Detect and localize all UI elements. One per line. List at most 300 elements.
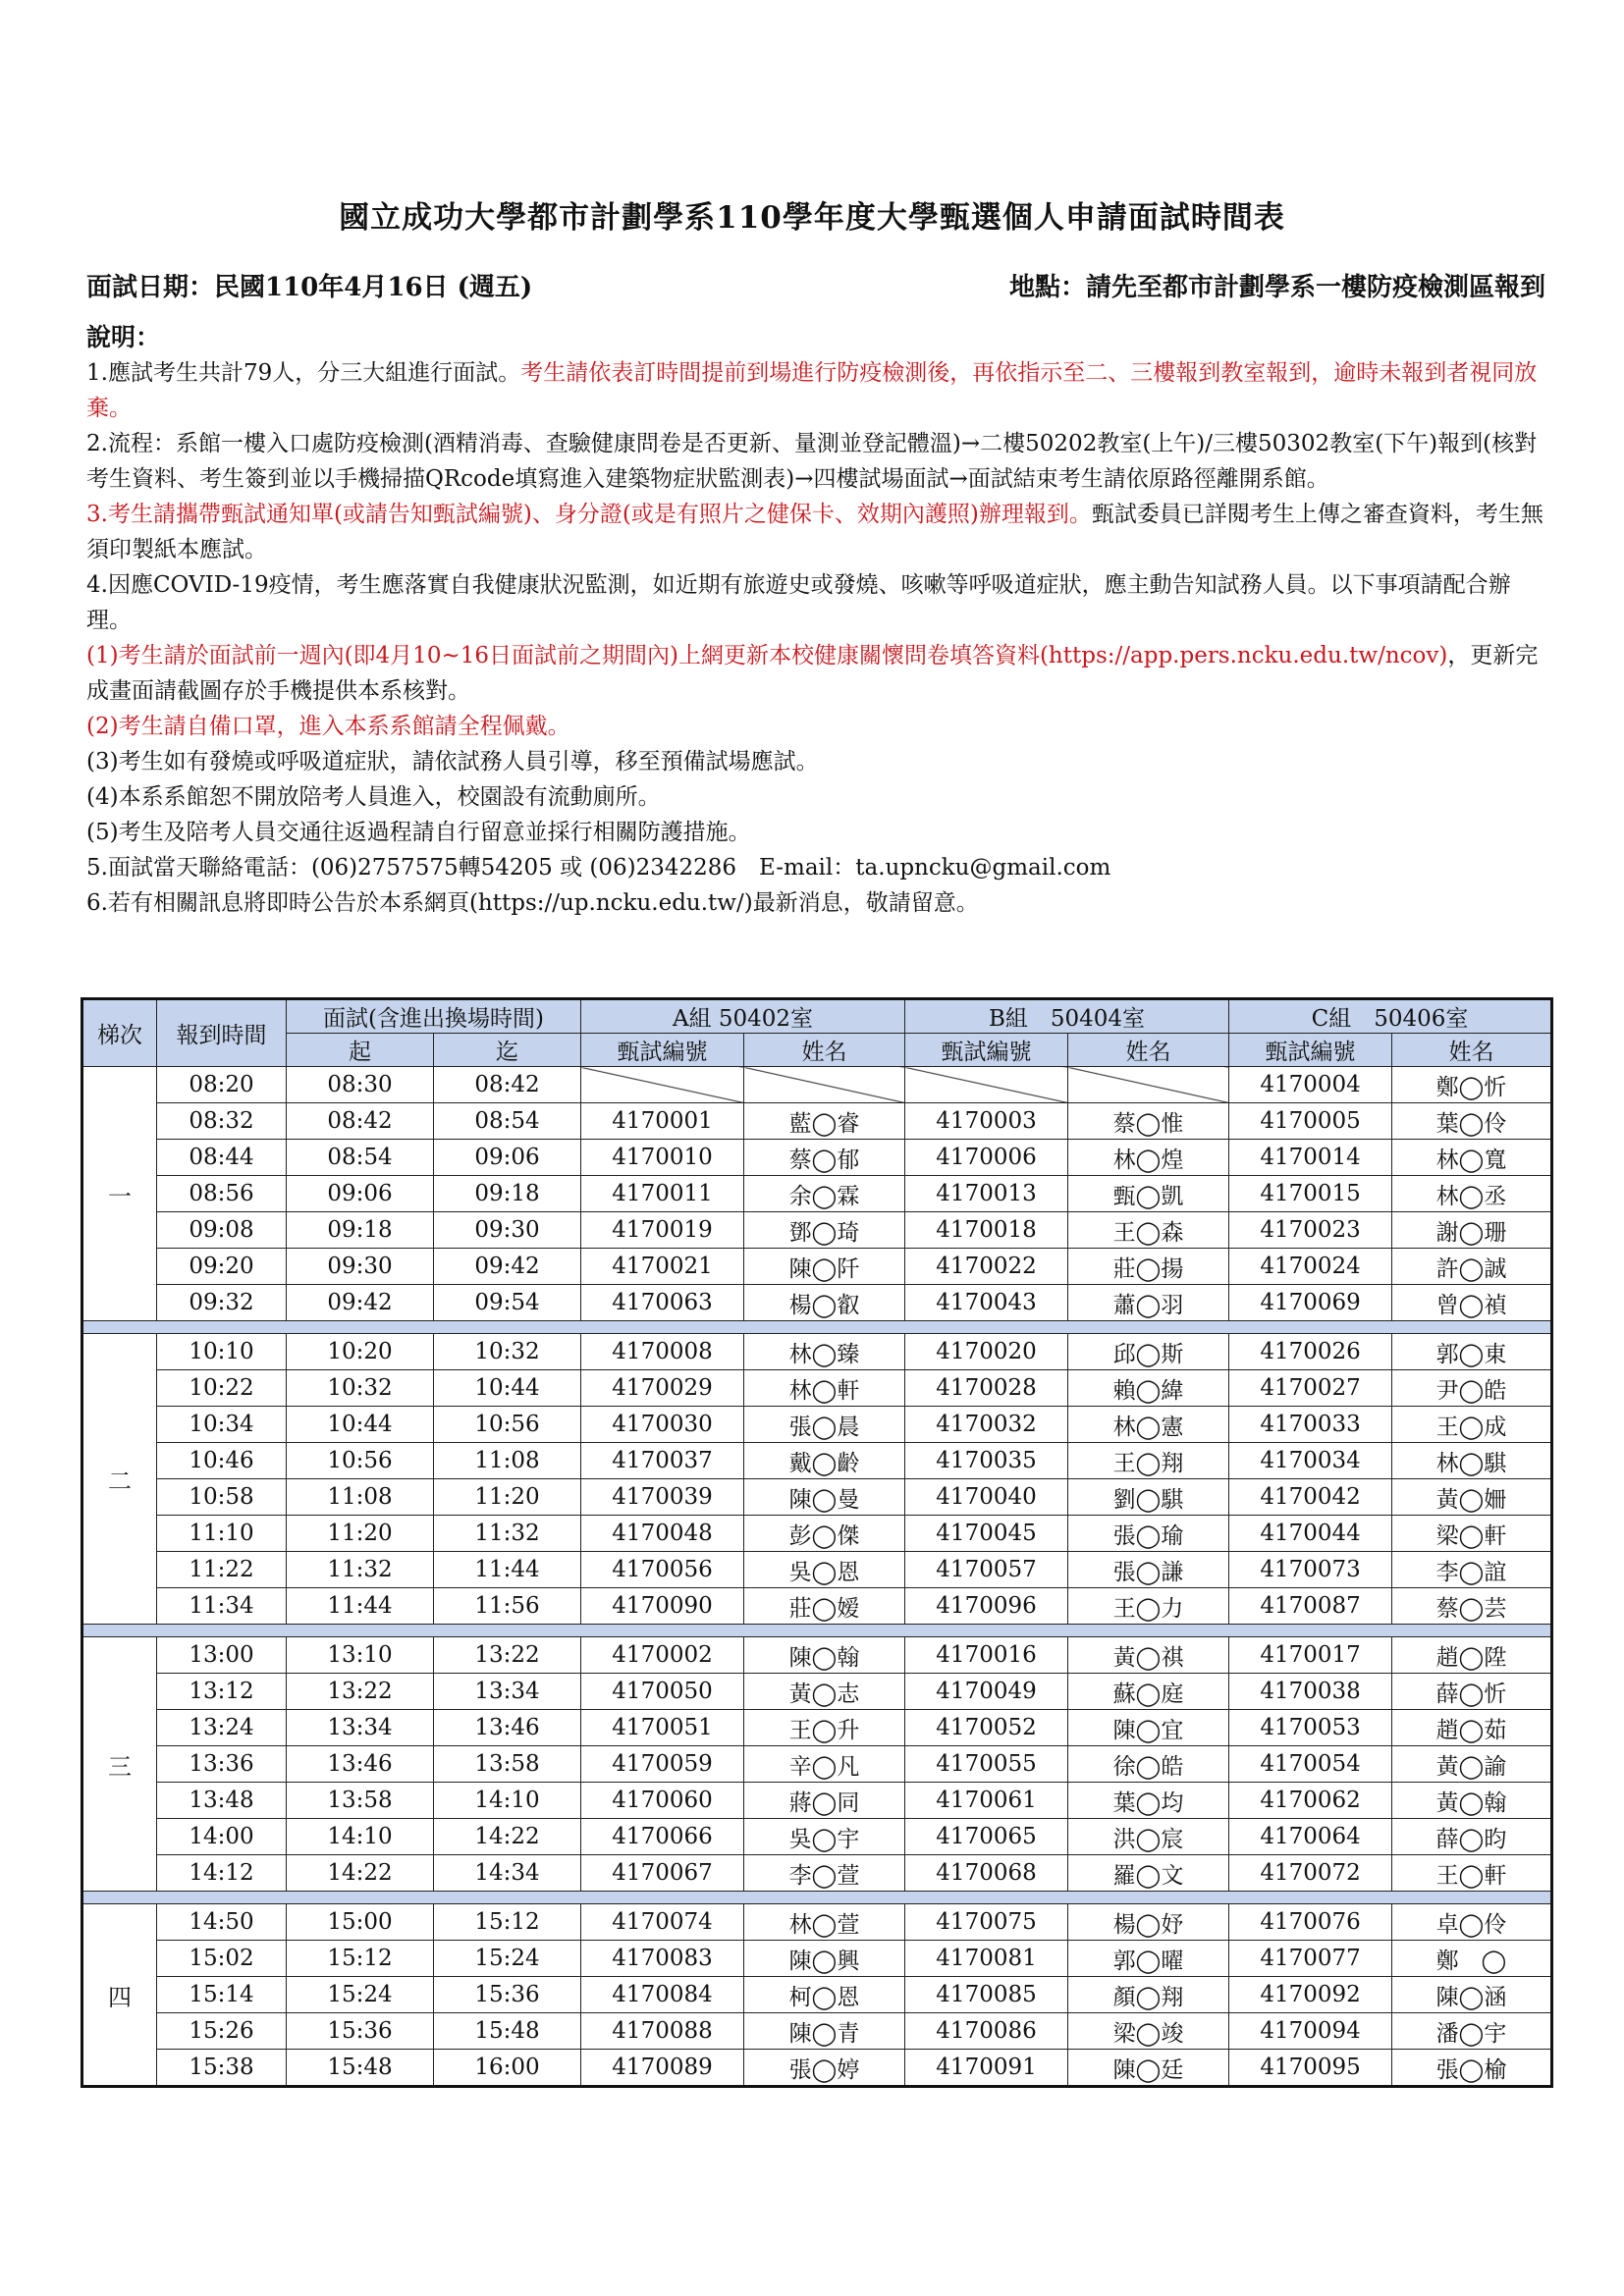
end-time: 11:56 (434, 1588, 581, 1625)
c-exam-no: 4170053 (1229, 1710, 1392, 1746)
batch-label: 二 (82, 1334, 157, 1625)
b-exam-no: 4170028 (905, 1370, 1068, 1407)
a-name: 李◯萱 (744, 1855, 905, 1892)
header-checkin: 報到時間 (157, 999, 287, 1067)
a-exam-no: 4170088 (581, 2013, 744, 2050)
interview-location: 地點：請先至都市計劃學系一樓防疫檢測區報到 (1008, 273, 1545, 302)
batch-separator-cell (82, 1625, 1552, 1637)
interview-date: 面試日期：民國110年4月16日 (週五) (86, 273, 533, 302)
note-4-5: (5)考生及陪考人員交通往返過程請自行留意並採行相關防護措施。 (86, 820, 751, 845)
table-row (82, 1637, 1552, 1674)
a-name: 黃◯志 (744, 1674, 905, 1710)
table-row (82, 1249, 1552, 1285)
checkin-time: 09:20 (157, 1249, 287, 1285)
start-time: 10:32 (287, 1370, 434, 1407)
a-name: 莊◯嫒 (744, 1588, 905, 1625)
end-time: 16:00 (434, 2050, 581, 2087)
checkin-time: 15:02 (157, 1941, 287, 1977)
a-exam-no: 4170039 (581, 1479, 744, 1516)
checkin-time: 08:44 (157, 1140, 287, 1176)
end-time: 14:22 (434, 1819, 581, 1855)
note-3 (86, 497, 1549, 567)
header-c-name: 姓名 (1392, 1034, 1552, 1067)
a-exam-no: 4170008 (581, 1334, 744, 1370)
c-name: 謝◯珊 (1392, 1212, 1552, 1249)
end-time: 15:36 (434, 1977, 581, 2013)
b-name: 顏◯翔 (1068, 1977, 1229, 2013)
header-interview: 面試(含進出換場時間) (287, 999, 581, 1034)
c-exam-no: 4170095 (1229, 2050, 1392, 2087)
start-time: 09:30 (287, 1249, 434, 1285)
a-name: 彭◯傑 (744, 1516, 905, 1552)
start-time: 09:18 (287, 1212, 434, 1249)
c-exam-no: 4170072 (1229, 1855, 1392, 1892)
a-exam-no: 4170019 (581, 1212, 744, 1249)
b-name: 蔡◯惟 (1068, 1103, 1229, 1140)
c-exam-no: 4170062 (1229, 1783, 1392, 1819)
c-exam-no: 4170054 (1229, 1746, 1392, 1783)
header-a-name: 姓名 (744, 1034, 905, 1067)
b-exam-no: 4170052 (905, 1710, 1068, 1746)
start-time: 10:20 (287, 1334, 434, 1370)
note-3-warning: 3.考生請攜帶甄試通知單(或請告知甄試編號)、身分證(或是有照片之健保卡、效期內護照)辦理報到。 (86, 502, 1092, 527)
end-time: 10:56 (434, 1407, 581, 1443)
b-name: 陳◯宜 (1068, 1710, 1229, 1746)
checkin-time: 10:10 (157, 1334, 287, 1370)
b-name: 賴◯緯 (1068, 1370, 1229, 1407)
table-row (82, 1783, 1552, 1819)
end-time: 10:44 (434, 1370, 581, 1407)
a-name: 張◯晨 (744, 1407, 905, 1443)
end-time: 09:30 (434, 1212, 581, 1249)
table-row (82, 1140, 1552, 1176)
c-exam-no: 4170014 (1229, 1140, 1392, 1176)
note-4-1 (86, 638, 1549, 709)
b-name (1068, 1067, 1229, 1103)
a-exam-no: 4170030 (581, 1407, 744, 1443)
c-name: 潘◯宇 (1392, 2013, 1552, 2050)
checkin-time: 10:34 (157, 1407, 287, 1443)
b-exam-no: 4170035 (905, 1443, 1068, 1479)
start-time: 09:06 (287, 1176, 434, 1212)
c-exam-no: 4170069 (1229, 1285, 1392, 1321)
b-exam-no: 4170096 (905, 1588, 1068, 1625)
a-name: 蔣◯同 (744, 1783, 905, 1819)
b-name: 林◯憲 (1068, 1407, 1229, 1443)
checkin-time: 10:58 (157, 1479, 287, 1516)
table-row (82, 1977, 1552, 2013)
table-row (82, 1941, 1552, 1977)
b-exam-no: 4170003 (905, 1103, 1068, 1140)
checkin-time: 13:00 (157, 1637, 287, 1674)
c-name: 林◯騏 (1392, 1443, 1552, 1479)
b-name: 徐◯皓 (1068, 1746, 1229, 1783)
end-time: 11:20 (434, 1479, 581, 1516)
note-4-2: (2)考生請自備口罩，進入本系系館請全程佩戴。 (86, 714, 570, 739)
header-start: 起 (287, 1034, 434, 1067)
c-exam-no: 4170015 (1229, 1176, 1392, 1212)
checkin-time: 10:22 (157, 1370, 287, 1407)
note-5-contact: 5.面試當天聯絡電話：(06)2757575轉54205 或 (06)2342286 E-mail：ta.upncku@gmail.com (86, 855, 1111, 881)
a-name: 陳◯曼 (744, 1479, 905, 1516)
note-4-3: (3)考生如有發燒或呼吸道症狀，請依試務人員引導，移至預備試場應試。 (86, 749, 819, 774)
b-exam-no: 4170045 (905, 1516, 1068, 1552)
page-title: 國立成功大學都市計劃學系110學年度大學甄選個人申請面試時間表 (339, 200, 1285, 236)
b-name: 莊◯揚 (1068, 1249, 1229, 1285)
header-b-exam-no: 甄試編號 (905, 1034, 1068, 1067)
start-time: 08:42 (287, 1103, 434, 1140)
c-name: 王◯軒 (1392, 1855, 1552, 1892)
note-1 (86, 355, 1549, 426)
note-1-warning: 考生請依表訂時間提前到場進行防疫檢測後，再依指示至二、三樓報到教室報到，逾時未報到者視同放棄。 (86, 360, 1538, 421)
a-name: 張◯婷 (744, 2050, 905, 2087)
note-4-4: (4)本系系館恕不開放陪考人員進入，校園設有流動廁所。 (86, 784, 661, 810)
checkin-time: 15:26 (157, 2013, 287, 2050)
end-time: 09:42 (434, 1249, 581, 1285)
batch-separator (82, 1625, 1552, 1637)
a-name (744, 1067, 905, 1103)
header-c-exam-no: 甄試編號 (1229, 1034, 1392, 1067)
b-exam-no: 4170040 (905, 1479, 1068, 1516)
a-name: 陳◯青 (744, 2013, 905, 2050)
b-name: 林◯煌 (1068, 1140, 1229, 1176)
start-time: 11:08 (287, 1479, 434, 1516)
c-exam-no: 4170004 (1229, 1067, 1392, 1103)
c-name: 鄭◯忻 (1392, 1067, 1552, 1103)
a-exam-no: 4170067 (581, 1855, 744, 1892)
checkin-time: 08:20 (157, 1067, 287, 1103)
a-exam-no: 4170001 (581, 1103, 744, 1140)
a-exam-no: 4170074 (581, 1904, 744, 1941)
end-time: 08:42 (434, 1067, 581, 1103)
b-exam-no: 4170022 (905, 1249, 1068, 1285)
start-time: 15:12 (287, 1941, 434, 1977)
end-time: 10:32 (434, 1334, 581, 1370)
checkin-time: 14:12 (157, 1855, 287, 1892)
checkin-time: 13:12 (157, 1674, 287, 1710)
a-exam-no: 4170083 (581, 1941, 744, 1977)
c-exam-no: 4170073 (1229, 1552, 1392, 1588)
c-exam-no: 4170026 (1229, 1334, 1392, 1370)
note-3-text: 甄試委員已詳閱考生上傳之審查資料，考生無須印製紙本應試。 (86, 502, 1543, 562)
c-exam-no: 4170017 (1229, 1637, 1392, 1674)
b-name: 郭◯曜 (1068, 1941, 1229, 1977)
c-name: 陳◯涵 (1392, 1977, 1552, 2013)
b-name: 葉◯均 (1068, 1783, 1229, 1819)
header-batch: 梯次 (82, 999, 157, 1067)
b-exam-no: 4170065 (905, 1819, 1068, 1855)
a-name: 陳◯阡 (744, 1249, 905, 1285)
end-time: 14:10 (434, 1783, 581, 1819)
end-time: 11:32 (434, 1516, 581, 1552)
table-row (82, 1285, 1552, 1321)
b-name: 羅◯文 (1068, 1855, 1229, 1892)
checkin-time: 14:50 (157, 1904, 287, 1941)
end-time: 13:46 (434, 1710, 581, 1746)
a-exam-no: 4170051 (581, 1710, 744, 1746)
a-exam-no: 4170021 (581, 1249, 744, 1285)
c-name: 趙◯茹 (1392, 1710, 1552, 1746)
batch-label: 四 (82, 1904, 157, 2087)
table-row (82, 1067, 1552, 1103)
a-name: 陳◯翰 (744, 1637, 905, 1674)
a-name: 辛◯凡 (744, 1746, 905, 1783)
table-row (82, 1407, 1552, 1443)
start-time: 15:00 (287, 1904, 434, 1941)
end-time: 15:12 (434, 1904, 581, 1941)
b-exam-no: 4170055 (905, 1746, 1068, 1783)
b-exam-no: 4170049 (905, 1674, 1068, 1710)
end-time: 13:58 (434, 1746, 581, 1783)
b-exam-no: 4170086 (905, 2013, 1068, 2050)
checkin-time: 09:08 (157, 1212, 287, 1249)
c-name: 薛◯昀 (1392, 1819, 1552, 1855)
c-name: 梁◯軒 (1392, 1516, 1552, 1552)
header-group-c: C組 50406室 (1229, 999, 1552, 1034)
c-exam-no: 4170077 (1229, 1941, 1392, 1977)
end-time: 09:18 (434, 1176, 581, 1212)
b-name: 邱◯斯 (1068, 1334, 1229, 1370)
c-exam-no: 4170027 (1229, 1370, 1392, 1407)
schedule-table (81, 997, 1553, 2088)
table-row (82, 1479, 1552, 1516)
start-time: 11:32 (287, 1552, 434, 1588)
table-row (82, 2013, 1552, 2050)
end-time: 09:54 (434, 1285, 581, 1321)
c-exam-no: 4170044 (1229, 1516, 1392, 1552)
b-exam-no: 4170020 (905, 1334, 1068, 1370)
table-row (82, 1103, 1552, 1140)
b-name: 劉◯騏 (1068, 1479, 1229, 1516)
a-name: 吳◯宇 (744, 1819, 905, 1855)
a-exam-no: 4170037 (581, 1443, 744, 1479)
batch-separator (82, 1892, 1552, 1904)
start-time: 11:20 (287, 1516, 434, 1552)
checkin-time: 09:32 (157, 1285, 287, 1321)
c-name: 薛◯忻 (1392, 1674, 1552, 1710)
a-exam-no (581, 1067, 744, 1103)
header-group-a: A組 50402室 (581, 999, 905, 1034)
table-row (82, 1746, 1552, 1783)
checkin-time: 11:10 (157, 1516, 287, 1552)
header-end: 迄 (434, 1034, 581, 1067)
checkin-time: 08:56 (157, 1176, 287, 1212)
b-name: 王◯翔 (1068, 1443, 1229, 1479)
start-time: 13:10 (287, 1637, 434, 1674)
start-time: 15:36 (287, 2013, 434, 2050)
table-row (82, 1370, 1552, 1407)
table-row (82, 1710, 1552, 1746)
b-exam-no: 4170068 (905, 1855, 1068, 1892)
checkin-time: 13:36 (157, 1746, 287, 1783)
a-exam-no: 4170002 (581, 1637, 744, 1674)
b-name: 張◯瑜 (1068, 1516, 1229, 1552)
end-time: 14:34 (434, 1855, 581, 1892)
table-row (82, 1855, 1552, 1892)
start-time: 08:54 (287, 1140, 434, 1176)
b-exam-no: 4170091 (905, 2050, 1068, 2087)
b-exam-no: 4170057 (905, 1552, 1068, 1588)
a-name: 吳◯恩 (744, 1552, 905, 1588)
table-row (82, 1212, 1552, 1249)
a-exam-no: 4170066 (581, 1819, 744, 1855)
checkin-time: 13:24 (157, 1710, 287, 1746)
end-time: 15:24 (434, 1941, 581, 1977)
header-b-name: 姓名 (1068, 1034, 1229, 1067)
table-row (82, 1674, 1552, 1710)
a-exam-no: 4170090 (581, 1588, 744, 1625)
start-time: 10:56 (287, 1443, 434, 1479)
b-exam-no: 4170032 (905, 1407, 1068, 1443)
a-name: 鄧◯琦 (744, 1212, 905, 1249)
a-exam-no: 4170060 (581, 1783, 744, 1819)
checkin-time: 11:22 (157, 1552, 287, 1588)
c-exam-no: 4170005 (1229, 1103, 1392, 1140)
a-exam-no: 4170084 (581, 1977, 744, 2013)
c-name: 許◯誠 (1392, 1249, 1552, 1285)
start-time: 13:58 (287, 1783, 434, 1819)
a-exam-no: 4170089 (581, 2050, 744, 2087)
c-exam-no: 4170034 (1229, 1443, 1392, 1479)
batch-separator-cell (82, 1321, 1552, 1334)
c-name: 林◯寬 (1392, 1140, 1552, 1176)
c-name: 黃◯翰 (1392, 1783, 1552, 1819)
end-time: 08:54 (434, 1103, 581, 1140)
checkin-time: 15:38 (157, 2050, 287, 2087)
a-name: 楊◯叡 (744, 1285, 905, 1321)
table-row (82, 1443, 1552, 1479)
b-name: 張◯謙 (1068, 1552, 1229, 1588)
batch-label: 一 (82, 1067, 157, 1321)
start-time: 09:42 (287, 1285, 434, 1321)
start-time: 13:22 (287, 1674, 434, 1710)
c-name: 黃◯諭 (1392, 1746, 1552, 1783)
a-name: 林◯臻 (744, 1334, 905, 1370)
table-row (82, 1588, 1552, 1625)
a-name: 藍◯睿 (744, 1103, 905, 1140)
start-time: 14:10 (287, 1819, 434, 1855)
table-row (82, 1334, 1552, 1370)
b-name: 王◯森 (1068, 1212, 1229, 1249)
b-name: 楊◯妤 (1068, 1904, 1229, 1941)
table-row (82, 1516, 1552, 1552)
c-name: 鄭 ◯ (1392, 1941, 1552, 1977)
b-name: 洪◯宸 (1068, 1819, 1229, 1855)
end-time: 13:34 (434, 1674, 581, 1710)
batch-separator (82, 1321, 1552, 1334)
c-name: 趙◯陞 (1392, 1637, 1552, 1674)
checkin-time: 13:48 (157, 1783, 287, 1819)
note-2: 2.流程：系館一樓入口處防疫檢測(酒精消毒、查驗健康問卷是否更新、量測並登記體溫)→二樓50202教室(上午)/三樓50302教室(下午)報到(核對考生資料、考生簽到並以手機掃描QRcode填寫進入建築物症狀監測表)→四樓試場面試→面試結束考生請依原路徑離開系館。 (86, 431, 1538, 492)
b-name: 蘇◯庭 (1068, 1674, 1229, 1710)
end-time: 13:22 (434, 1637, 581, 1674)
table-row (82, 1819, 1552, 1855)
start-time: 13:46 (287, 1746, 434, 1783)
note-4-1-text: ，更新完成畫面請截圖存於手機提供本系核對。 (86, 643, 1539, 704)
c-name: 李◯誼 (1392, 1552, 1552, 1588)
b-name: 蕭◯羽 (1068, 1285, 1229, 1321)
start-time: 10:44 (287, 1407, 434, 1443)
c-exam-no: 4170042 (1229, 1479, 1392, 1516)
b-name: 王◯力 (1068, 1588, 1229, 1625)
batch-separator-cell (82, 1892, 1552, 1904)
c-exam-no: 4170024 (1229, 1249, 1392, 1285)
a-name: 余◯霖 (744, 1176, 905, 1212)
a-name: 林◯軒 (744, 1370, 905, 1407)
a-name: 戴◯齡 (744, 1443, 905, 1479)
header-group-b: B組 50404室 (905, 999, 1229, 1034)
table-row (82, 1904, 1552, 1941)
a-exam-no: 4170059 (581, 1746, 744, 1783)
checkin-time: 10:46 (157, 1443, 287, 1479)
table-row (82, 1552, 1552, 1588)
b-exam-no: 4170085 (905, 1977, 1068, 2013)
note-6-website: 6.若有相關訊息將即時公告於本系網頁(https://up.ncku.edu.tw/)最新消息，敬請留意。 (86, 890, 979, 916)
a-exam-no: 4170063 (581, 1285, 744, 1321)
a-exam-no: 4170048 (581, 1516, 744, 1552)
c-name: 林◯丞 (1392, 1176, 1552, 1212)
b-exam-no: 4170081 (905, 1941, 1068, 1977)
a-name: 王◯升 (744, 1710, 905, 1746)
a-exam-no: 4170029 (581, 1370, 744, 1407)
start-time: 08:30 (287, 1067, 434, 1103)
checkin-time: 08:32 (157, 1103, 287, 1140)
header-a-exam-no: 甄試編號 (581, 1034, 744, 1067)
b-name: 甄◯凱 (1068, 1176, 1229, 1212)
c-exam-no: 4170033 (1229, 1407, 1392, 1443)
b-exam-no: 4170016 (905, 1637, 1068, 1674)
end-time: 15:48 (434, 2013, 581, 2050)
c-exam-no: 4170064 (1229, 1819, 1392, 1855)
a-name: 陳◯興 (744, 1941, 905, 1977)
notes-heading: 說明： (86, 323, 161, 351)
a-exam-no: 4170056 (581, 1552, 744, 1588)
b-name: 陳◯廷 (1068, 2050, 1229, 2087)
start-time: 15:48 (287, 2050, 434, 2087)
c-exam-no: 4170038 (1229, 1674, 1392, 1710)
c-name: 卓◯伶 (1392, 1904, 1552, 1941)
c-exam-no: 4170094 (1229, 2013, 1392, 2050)
a-name: 林◯萱 (744, 1904, 905, 1941)
c-name: 葉◯伶 (1392, 1103, 1552, 1140)
a-exam-no: 4170010 (581, 1140, 744, 1176)
c-name: 王◯成 (1392, 1407, 1552, 1443)
c-exam-no: 4170087 (1229, 1588, 1392, 1625)
b-exam-no: 4170075 (905, 1904, 1068, 1941)
end-time: 11:08 (434, 1443, 581, 1479)
a-exam-no: 4170050 (581, 1674, 744, 1710)
batch-label: 三 (82, 1637, 157, 1892)
b-name: 黃◯祺 (1068, 1637, 1229, 1674)
c-name: 曾◯禎 (1392, 1285, 1552, 1321)
table-row (82, 1176, 1552, 1212)
table-row (82, 2050, 1552, 2087)
end-time: 09:06 (434, 1140, 581, 1176)
c-name: 尹◯皓 (1392, 1370, 1552, 1407)
start-time: 13:34 (287, 1710, 434, 1746)
c-exam-no: 4170076 (1229, 1904, 1392, 1941)
c-name: 黃◯姍 (1392, 1479, 1552, 1516)
checkin-time: 11:34 (157, 1588, 287, 1625)
end-time: 11:44 (434, 1552, 581, 1588)
b-exam-no: 4170013 (905, 1176, 1068, 1212)
b-name: 梁◯竣 (1068, 2013, 1229, 2050)
checkin-time: 15:14 (157, 1977, 287, 2013)
b-exam-no: 4170018 (905, 1212, 1068, 1249)
b-exam-no (905, 1067, 1068, 1103)
a-name: 柯◯恩 (744, 1977, 905, 2013)
start-time: 11:44 (287, 1588, 434, 1625)
